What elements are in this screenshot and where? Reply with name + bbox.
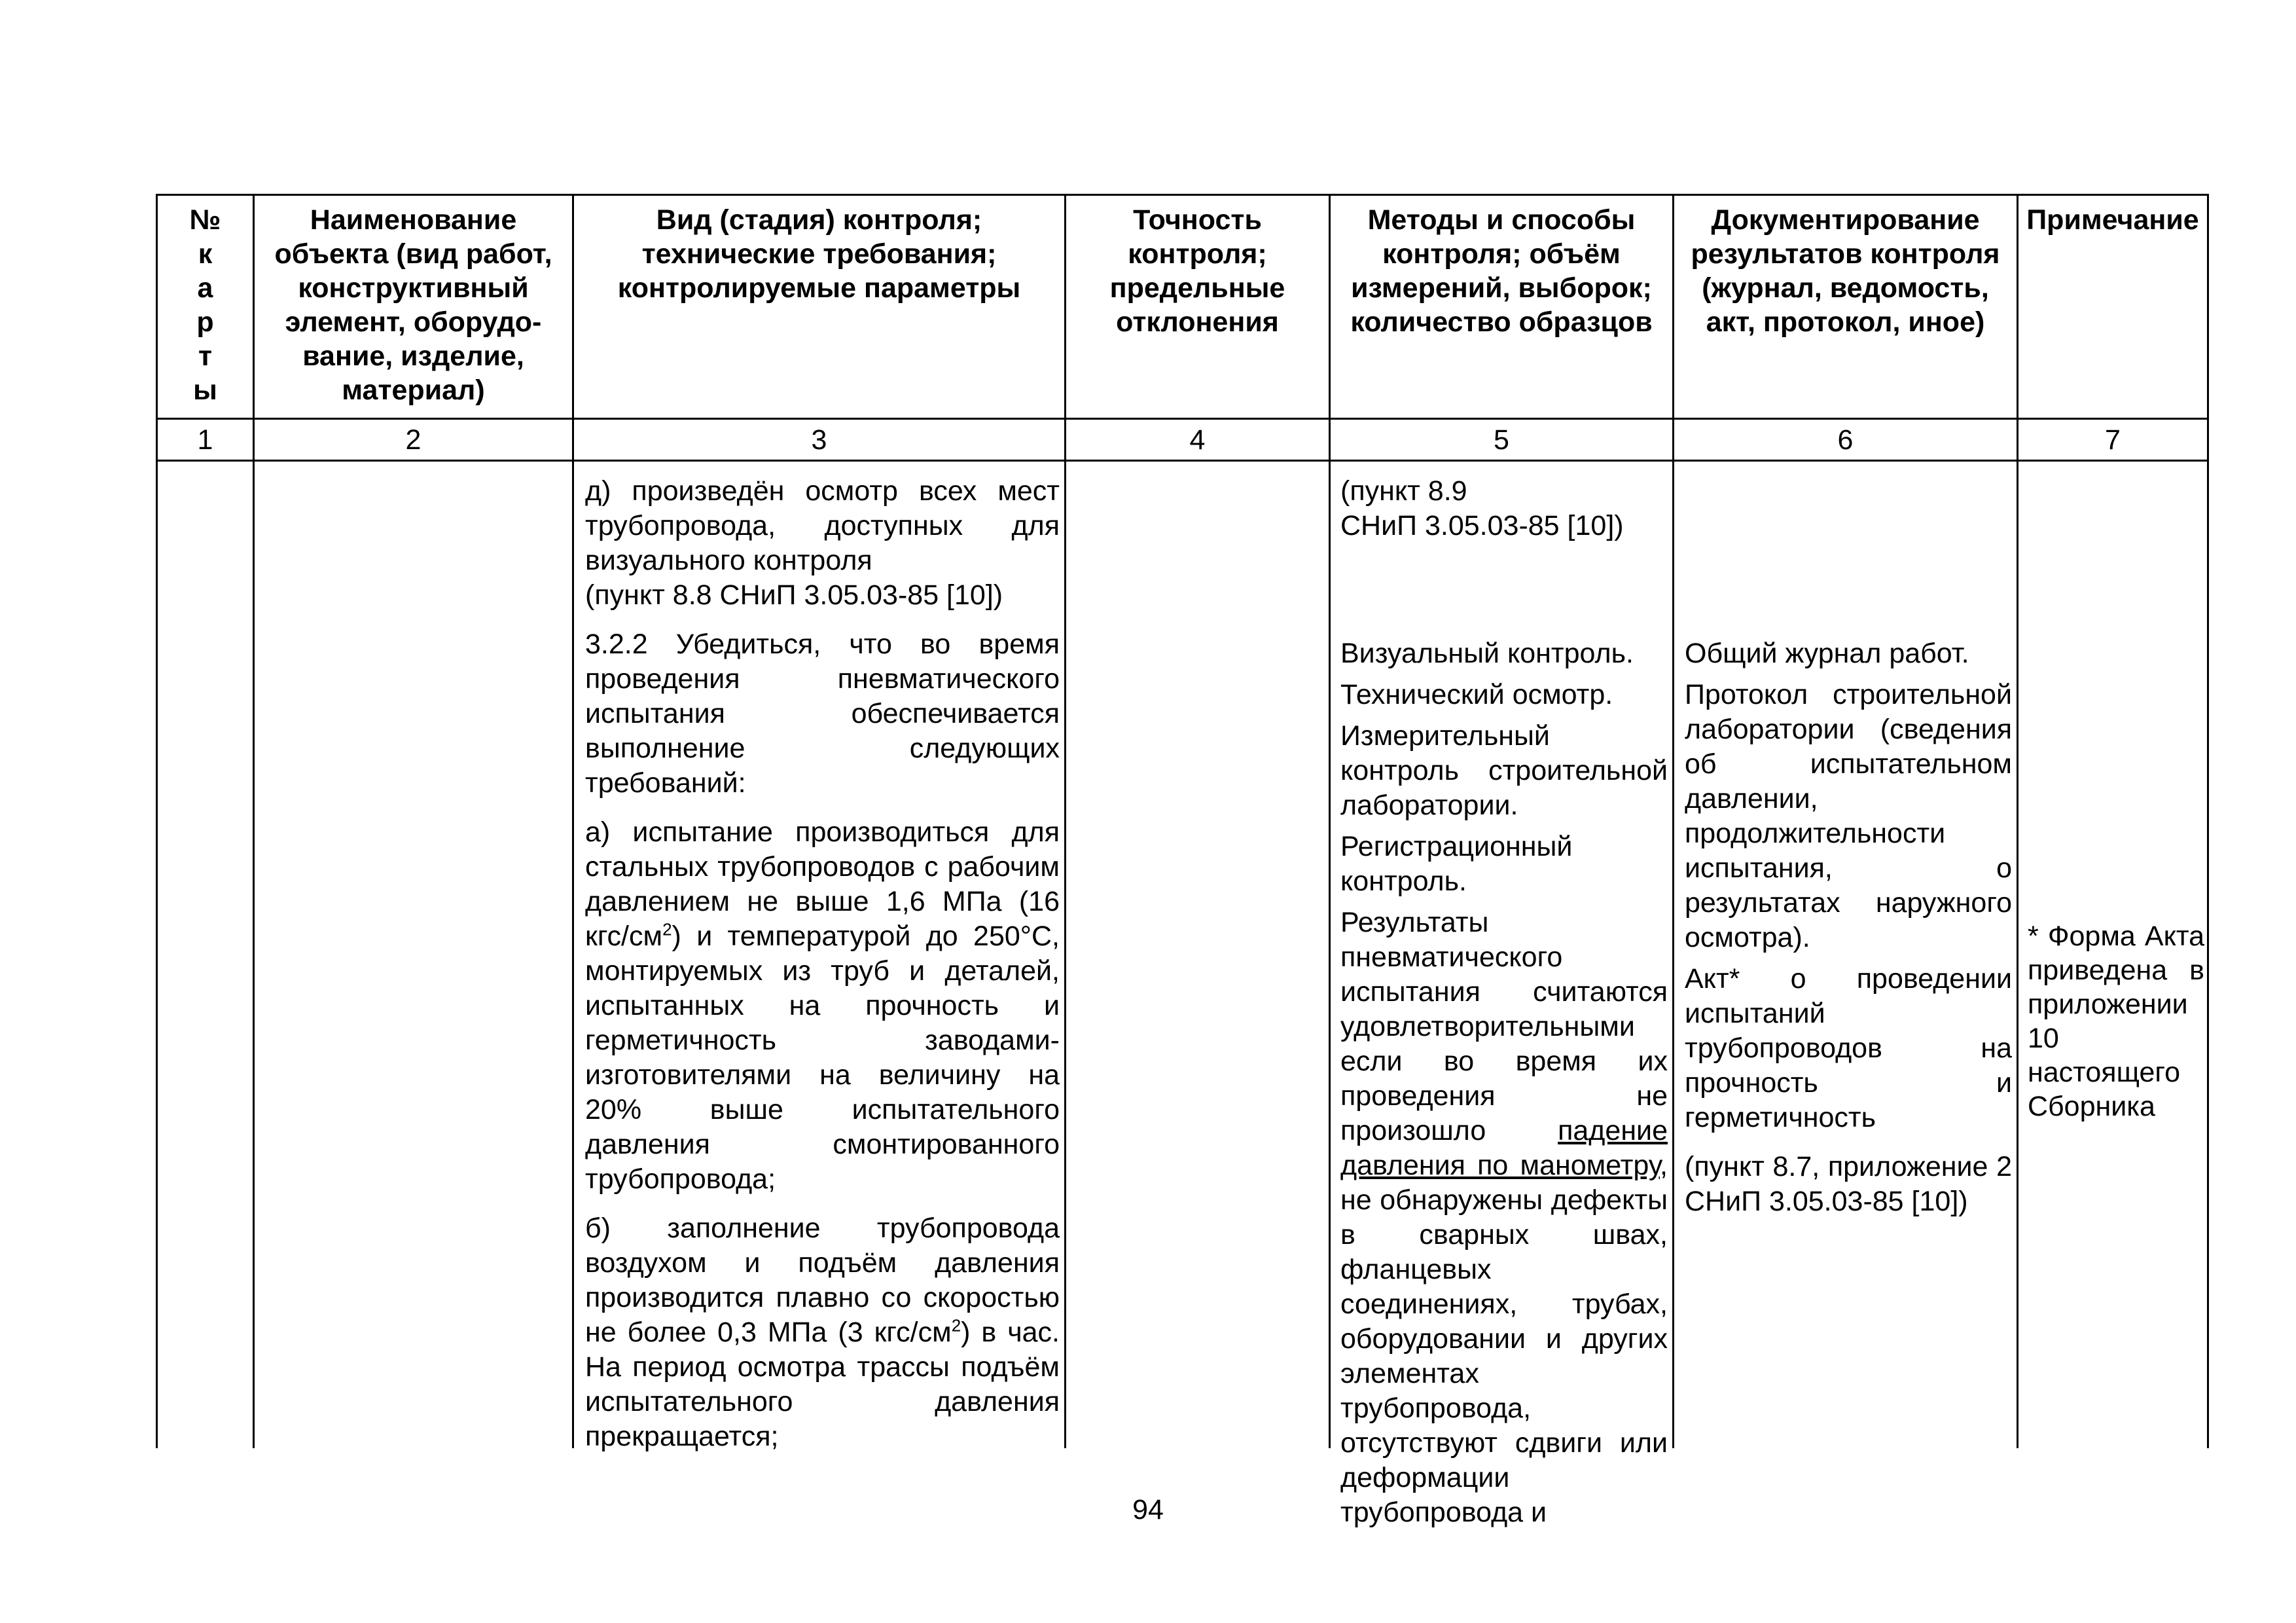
header-documenting bbox=[1674, 203, 2017, 339]
column-number: 5 bbox=[1494, 424, 1509, 456]
item-b bbox=[585, 1211, 1060, 1454]
header-control-type bbox=[574, 203, 1064, 305]
header-line: контроля; объём bbox=[1382, 238, 1621, 270]
note-text: * Форма Акта приведена в приложении 10 настоящего Сборника bbox=[2028, 921, 2204, 1122]
header-line: технические требования; bbox=[641, 238, 997, 270]
column-border-5-6 bbox=[1672, 194, 1674, 1448]
header-line: (журнал, ведомость, bbox=[1702, 272, 1989, 304]
superscript: 2 bbox=[662, 919, 672, 939]
header-line: элемент, оборудо- bbox=[285, 306, 542, 338]
header-line: Наименование bbox=[310, 204, 517, 236]
results-underlined: падение давления по манометру bbox=[1340, 1115, 1668, 1181]
column-border-1-2-stub bbox=[253, 1198, 255, 1448]
column-border-left-stub bbox=[156, 1198, 158, 1448]
method-reference: СНиП 3.05.03-85 [10]) bbox=[1340, 510, 1624, 541]
page-number: 94 bbox=[1132, 1494, 1164, 1525]
item-b-text: б) заполнение трубопровода воздухом и подъём давления производится плавно со скоростью не более 0,3 МПа (3 кгс/см bbox=[585, 1213, 1060, 1348]
doc-lab-protocol: Протокол строительной лаборатории (сведения об испытательном давлении, продолжительности испытания, о результатах наружного осмотра). bbox=[1685, 679, 2012, 953]
method-measuring: Измерительный контроль строительной лаборатории. bbox=[1340, 720, 1668, 821]
item-a bbox=[585, 815, 1060, 1197]
header-note bbox=[2018, 203, 2207, 237]
paragraph-3-2-2: 3.2.2 Убедиться, что во время проведения пневматического испытания обеспечивается выполнение следующих требований: bbox=[585, 629, 1060, 799]
item-a-text: а) испытание производиться для стальных трубопроводов с рабочим давлением не выше 1,6 МПа (16 кгс/см bbox=[585, 816, 1060, 952]
column-border-4-5 bbox=[1329, 194, 1331, 1448]
column-number: 6 bbox=[1837, 424, 1854, 456]
method-reference: (пункт 8.9 bbox=[1340, 475, 1467, 507]
numbers-bottom-border bbox=[156, 460, 2209, 462]
documenting-cell bbox=[1685, 636, 2012, 1219]
header-line: ы bbox=[193, 374, 217, 406]
requirements-cell bbox=[585, 474, 1060, 1454]
header-line: Примечание bbox=[2026, 204, 2199, 236]
method-technical: Технический осмотр. bbox=[1340, 679, 1613, 710]
superscript: 2 bbox=[951, 1315, 961, 1336]
column-border-6-7 bbox=[2017, 194, 2018, 1448]
column-number: 2 bbox=[405, 424, 422, 456]
header-accuracy bbox=[1066, 203, 1329, 339]
method-registration: Регистрационный контроль. bbox=[1340, 831, 1573, 897]
results-text: , не обнаружены дефекты в сварных швах, фланцевых соединениях, трубах, оборудовании и других элементах трубопровода, отсутствуют сдвиги или деформации трубопровода и bbox=[1340, 1150, 1668, 1528]
header-line: измерений, выборок; bbox=[1351, 272, 1652, 304]
header-line: а bbox=[197, 272, 213, 304]
header-line: отклонения bbox=[1116, 306, 1279, 338]
header-line: конструктивный bbox=[298, 272, 529, 304]
doc-test-act: Акт* о проведении испытаний трубопроводов на прочность и герметичность bbox=[1685, 963, 2012, 1133]
column-number: 4 bbox=[1189, 424, 1206, 456]
note-cell bbox=[2028, 919, 2204, 1123]
item-a-text: ) и температурой до 250°С, монтируемых из труб и деталей, испытанных на прочность и герметичность заводами-изготовителями на величину на 20% выше испытательного давления смонтированного трубопровода; bbox=[585, 921, 1060, 1195]
header-line: вание, изделие, bbox=[302, 340, 524, 372]
header-line: контролируемые параметры bbox=[617, 272, 1021, 304]
item-d-reference: (пункт 8.8 СНиП 3.05.03-85 [10]) bbox=[585, 579, 1003, 611]
header-line: Документирование bbox=[1711, 204, 1980, 236]
header-line: Методы и способы bbox=[1367, 204, 1636, 236]
column-number: 1 bbox=[197, 424, 213, 456]
method-visual: Визуальный контроль. bbox=[1340, 638, 1634, 669]
header-line: материал) bbox=[342, 374, 485, 406]
column-number: 7 bbox=[2105, 424, 2121, 456]
header-line: т bbox=[198, 340, 213, 372]
header-object-name bbox=[255, 203, 572, 407]
table-top-border bbox=[156, 194, 2209, 196]
header-line: контроля; bbox=[1128, 238, 1267, 270]
header-line: предельные bbox=[1109, 272, 1285, 304]
header-line: объекта (вид работ, bbox=[274, 238, 552, 270]
header-line: количество образцов bbox=[1350, 306, 1653, 338]
header-line: Точность bbox=[1133, 204, 1262, 236]
results-text: Результаты пневматического испытания считаются удовлетворительными если во время их проведения не произошло bbox=[1340, 907, 1668, 1146]
column-border-3-4 bbox=[1064, 194, 1066, 1448]
column-number: 3 bbox=[811, 424, 827, 456]
doc-reference: (пункт 8.7, приложение 2 СНиП 3.05.03-85 [10]) bbox=[1685, 1151, 2012, 1217]
column-border-right bbox=[2207, 194, 2209, 1448]
methods-cell bbox=[1340, 474, 1668, 543]
header-line: р bbox=[196, 306, 214, 338]
header-line: Вид (стадия) контроля; bbox=[656, 204, 982, 236]
methods-list bbox=[1340, 636, 1668, 1530]
header-methods bbox=[1331, 203, 1672, 339]
header-line: № bbox=[189, 204, 221, 236]
header-line: акт, протокол, иное) bbox=[1706, 306, 1985, 338]
header-bottom-border bbox=[156, 418, 2209, 420]
method-results bbox=[1340, 905, 1668, 1530]
item-d: д) произведён осмотр всех мест трубопровода, доступных для визуального контроля bbox=[585, 475, 1060, 576]
doc-general-journal: Общий журнал работ. bbox=[1685, 638, 1969, 669]
header-line: к bbox=[198, 238, 213, 270]
item-b-text: ) в час. На период осмотра трассы подъём испытательного давления прекращается; bbox=[585, 1317, 1060, 1452]
header-line: результатов контроля bbox=[1691, 238, 2000, 270]
header-card-number bbox=[158, 203, 253, 407]
column-border-2-3 bbox=[572, 194, 574, 1448]
